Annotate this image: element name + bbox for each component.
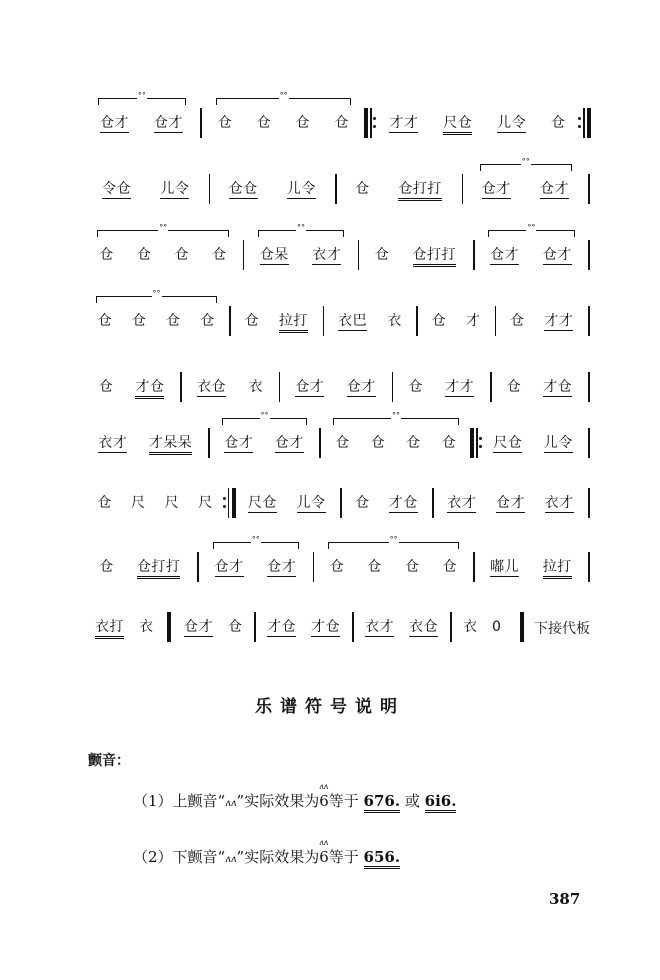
tuplet-bracket xyxy=(96,289,218,303)
legend-item-prefix: （2）下颤音“ xyxy=(133,848,226,866)
bracket-dots-icon: °° xyxy=(389,535,398,544)
gong-syllable: 仓 xyxy=(441,435,457,451)
bar-line xyxy=(352,612,354,642)
gong-syllable: 仓仓 xyxy=(228,181,258,197)
gong-syllable: 仓 xyxy=(404,559,420,575)
gong-syllable: 儿令 xyxy=(543,435,573,451)
gong-syllable: 才才 xyxy=(389,115,419,131)
gong-syllable: 仓 xyxy=(506,379,522,395)
tuplet-bracket xyxy=(222,411,307,425)
score-row xyxy=(88,535,594,582)
gong-syllable: 衣才 xyxy=(365,619,394,635)
gong-syllable: 尺 xyxy=(198,495,213,511)
tuplet-bracket xyxy=(333,411,459,425)
bar-line xyxy=(588,488,590,518)
bar-line xyxy=(588,240,590,270)
bar-line xyxy=(476,428,478,458)
bar-line xyxy=(197,552,199,582)
gong-syllable: 仓 xyxy=(551,115,566,131)
gong-syllable: 才仓 xyxy=(135,378,164,399)
gong-syllable: 仓 xyxy=(367,559,382,575)
gong-syllable: 仓 xyxy=(212,247,227,263)
gong-syllable: 衣才 xyxy=(98,435,128,451)
gong-syllable: 仓 xyxy=(99,559,114,575)
bar-line xyxy=(490,372,492,402)
gong-syllable: 仓 xyxy=(98,379,114,395)
gong-syllable: 仓 xyxy=(408,379,423,395)
bar-line xyxy=(180,372,182,402)
gong-syllable: 仓 xyxy=(370,435,386,451)
page-number: 387 xyxy=(549,890,581,908)
gong-syllable: 仓打打 xyxy=(398,180,442,201)
bar-line xyxy=(588,372,590,402)
score-row xyxy=(88,157,594,204)
trill-note xyxy=(319,782,329,810)
gong-syllable: 才仓 xyxy=(311,619,340,635)
gong-syllable: 嘟儿 xyxy=(490,559,520,575)
legend-item-lower-trill xyxy=(133,838,401,867)
bracket-dots-icon: °° xyxy=(392,411,400,420)
gong-syllable: 仓才 xyxy=(542,247,572,263)
gong-syllable: 尺仓 xyxy=(247,495,277,511)
gong-syllable: 仓 xyxy=(406,435,421,451)
gong-syllable: 仓才 xyxy=(99,115,129,131)
gong-syllable: 仓 xyxy=(442,559,457,575)
tuplet-bracket xyxy=(480,157,572,171)
gong-syllable: 仓 xyxy=(166,313,181,329)
score-row xyxy=(88,612,594,642)
bar-line xyxy=(588,428,590,458)
continuation-note: 下接代板 xyxy=(534,621,590,637)
bar-line xyxy=(473,240,475,270)
bracket-dots-icon: °° xyxy=(279,91,288,100)
repeat-end-bar xyxy=(587,108,591,138)
gong-syllable: 仓 xyxy=(334,115,349,131)
note-value: 6 xyxy=(319,848,329,866)
bar-line xyxy=(208,428,210,458)
bar-line xyxy=(340,488,342,518)
gong-syllable: 拉打 xyxy=(543,558,572,579)
score-row xyxy=(88,91,594,138)
bar-line xyxy=(583,108,585,138)
gong-syllable: 0 xyxy=(492,619,502,635)
legend-item-value: 676. xyxy=(364,792,401,813)
gong-syllable: 仓 xyxy=(97,313,113,329)
repeat-end-bar xyxy=(232,488,236,518)
repeat-dots xyxy=(373,116,376,130)
gong-syllable: 仓才 xyxy=(346,379,376,395)
bar-line xyxy=(432,488,434,518)
score-row xyxy=(88,488,594,518)
gong-syllable: 仓 xyxy=(335,435,350,451)
tuplet-bracket xyxy=(213,535,300,549)
gong-syllable: 才仓 xyxy=(543,379,573,395)
gong-syllable: 仓呆 xyxy=(259,247,289,263)
tuplet-bracket xyxy=(488,223,575,237)
gong-syllable: 仓 xyxy=(355,495,370,511)
bar-line xyxy=(462,174,464,204)
bracket-dots-icon: °° xyxy=(296,223,305,232)
legend-item-sep: 或 xyxy=(404,792,420,810)
legend-item-mid2: 等于 xyxy=(328,848,359,866)
gong-syllable: 才 xyxy=(465,313,481,329)
bar-line xyxy=(392,372,394,402)
trill-note xyxy=(319,838,329,866)
legend-item-value2: 6i6. xyxy=(425,792,457,813)
gong-syllable: 尺 xyxy=(130,495,146,511)
gong-syllable: 仓 xyxy=(256,115,272,131)
gong-syllable: 尺仓 xyxy=(493,435,523,451)
gong-syllable: 仓才 xyxy=(224,435,254,451)
gong-syllable: 仓 xyxy=(97,495,112,511)
bar-line xyxy=(254,612,256,642)
gong-syllable: 仓 xyxy=(295,115,311,131)
trill-mark-icon: ʌʌ xyxy=(319,838,329,847)
gong-syllable: 衣仓 xyxy=(409,619,438,635)
bar-line xyxy=(243,240,245,270)
gong-syllable: 衣 xyxy=(139,619,154,635)
gong-syllable: 才仓 xyxy=(388,495,418,511)
bracket-dots-icon: °° xyxy=(521,157,530,166)
gong-syllable: 衣才 xyxy=(544,495,574,511)
gong-syllable: 儿令 xyxy=(497,115,527,131)
trill-symbol: ʌʌ xyxy=(225,854,237,865)
bracket-dots-icon: °° xyxy=(260,411,269,420)
tuplet-bracket xyxy=(258,223,345,237)
bar-line xyxy=(588,306,590,336)
tuplet-bracket xyxy=(97,223,229,237)
gong-syllable: 儿令 xyxy=(160,181,190,197)
bracket-dots-icon: °° xyxy=(159,223,168,232)
gong-syllable: 衣才 xyxy=(447,495,477,511)
bar-line xyxy=(209,174,211,204)
gong-syllable: 仓 xyxy=(200,313,215,329)
gong-syllable: 仓 xyxy=(174,247,189,263)
bar-line xyxy=(370,108,372,138)
bar-line xyxy=(323,306,325,336)
legend-item-mid: ”实际效果为 xyxy=(236,792,320,810)
bar-line xyxy=(450,612,452,642)
gong-syllable: 衣仓 xyxy=(197,379,226,395)
gong-syllable: 仓才 xyxy=(490,247,520,263)
gong-syllable: 仓 xyxy=(99,247,114,263)
gong-syllable: 拉打 xyxy=(279,312,308,333)
repeat-start-bar xyxy=(364,108,368,138)
tuplet-bracket xyxy=(328,535,460,549)
gong-syllable: 仓才 xyxy=(184,619,213,635)
gong-syllable: 儿令 xyxy=(296,495,326,511)
bar-line xyxy=(335,174,337,204)
bar-line xyxy=(313,552,315,582)
heavy-bar-line xyxy=(167,612,171,642)
legend-item-mid: ”实际效果为 xyxy=(236,848,320,866)
gong-syllable: 仓才 xyxy=(274,435,304,451)
bar-line xyxy=(358,240,360,270)
score-row xyxy=(88,223,594,270)
gong-syllable: 仓 xyxy=(244,313,260,329)
gong-syllable: 仓 xyxy=(131,313,147,329)
bar-line xyxy=(588,174,590,204)
repeat-dots xyxy=(223,496,226,510)
gong-syllable: 衣才 xyxy=(312,247,342,263)
bar-line xyxy=(416,306,418,336)
bracket-dots-icon: °° xyxy=(137,91,146,100)
gong-syllable: 衣 xyxy=(387,313,402,329)
gong-syllable: 仓 xyxy=(136,247,152,263)
bar-line xyxy=(200,108,202,138)
bar-line xyxy=(229,306,231,336)
gong-syllable: 仓才 xyxy=(295,379,325,395)
score-row xyxy=(88,289,594,336)
repeat-dots xyxy=(479,436,482,450)
gong-syllable: 尺仓 xyxy=(443,114,472,135)
gong-syllable: 衣 xyxy=(248,379,264,395)
tuplet-bracket xyxy=(216,91,352,105)
gong-syllable: 仓 xyxy=(374,247,390,263)
gong-syllable: 儿令 xyxy=(286,181,316,197)
gong-syllable: 仓才 xyxy=(496,495,526,511)
gong-syllable: 仓 xyxy=(217,115,233,131)
legend-item-value: 656. xyxy=(364,848,401,869)
bar-line xyxy=(319,428,321,458)
gong-syllable: 仓打打 xyxy=(413,246,457,267)
bar-line xyxy=(228,488,230,518)
gong-syllable: 仓才 xyxy=(539,181,569,197)
gong-syllable: 尺 xyxy=(164,495,180,511)
gong-syllable: 仓才 xyxy=(153,115,183,131)
legend-item-mid2: 等于 xyxy=(328,792,359,810)
bar-line xyxy=(495,306,497,336)
trill-symbol: ʌʌ xyxy=(225,798,237,809)
tuplet-bracket xyxy=(98,91,186,105)
gong-syllable: 才呆呆 xyxy=(149,434,193,455)
bar-line xyxy=(588,552,590,582)
gong-syllable: 仓 xyxy=(510,313,525,329)
score-row xyxy=(88,372,594,402)
gong-syllable: 才才 xyxy=(445,379,474,395)
bracket-dots-icon: °° xyxy=(152,289,161,298)
repeat-start-bar xyxy=(470,428,474,458)
bar-line xyxy=(473,552,475,582)
section-title: 乐谱符号说明 xyxy=(255,697,405,717)
gong-syllable: 仓才 xyxy=(481,181,511,197)
gong-syllable: 仓才 xyxy=(267,559,297,575)
gong-syllable: 仓 xyxy=(431,313,447,329)
gong-syllable: 仓 xyxy=(355,181,370,197)
gong-syllable: 仓才 xyxy=(214,559,244,575)
bracket-dots-icon: °° xyxy=(527,223,536,232)
trill-mark-icon: ʌʌ xyxy=(319,782,329,791)
gong-syllable: 才才 xyxy=(544,313,574,329)
gong-syllable: 衣 xyxy=(463,619,478,635)
note-value: 6 xyxy=(319,792,329,810)
legend-label: 颤音： xyxy=(88,753,130,769)
bar-line xyxy=(279,372,281,402)
gong-syllable: 衣巴 xyxy=(338,313,368,329)
legend-item-upper-trill xyxy=(133,782,457,811)
gong-syllable: 令仓 xyxy=(102,181,132,197)
gong-syllable: 才仓 xyxy=(267,619,296,635)
final-bar xyxy=(520,612,524,642)
gong-syllable: 仓打打 xyxy=(137,558,181,579)
gong-syllable: 仓 xyxy=(329,559,345,575)
gong-syllable: 仓 xyxy=(228,619,243,635)
legend-item-prefix: （1）上颤音“ xyxy=(133,792,226,810)
score-row xyxy=(88,411,594,458)
gong-syllable: 衣打 xyxy=(95,618,124,639)
bracket-dots-icon: °° xyxy=(251,535,260,544)
repeat-dots xyxy=(578,116,581,130)
